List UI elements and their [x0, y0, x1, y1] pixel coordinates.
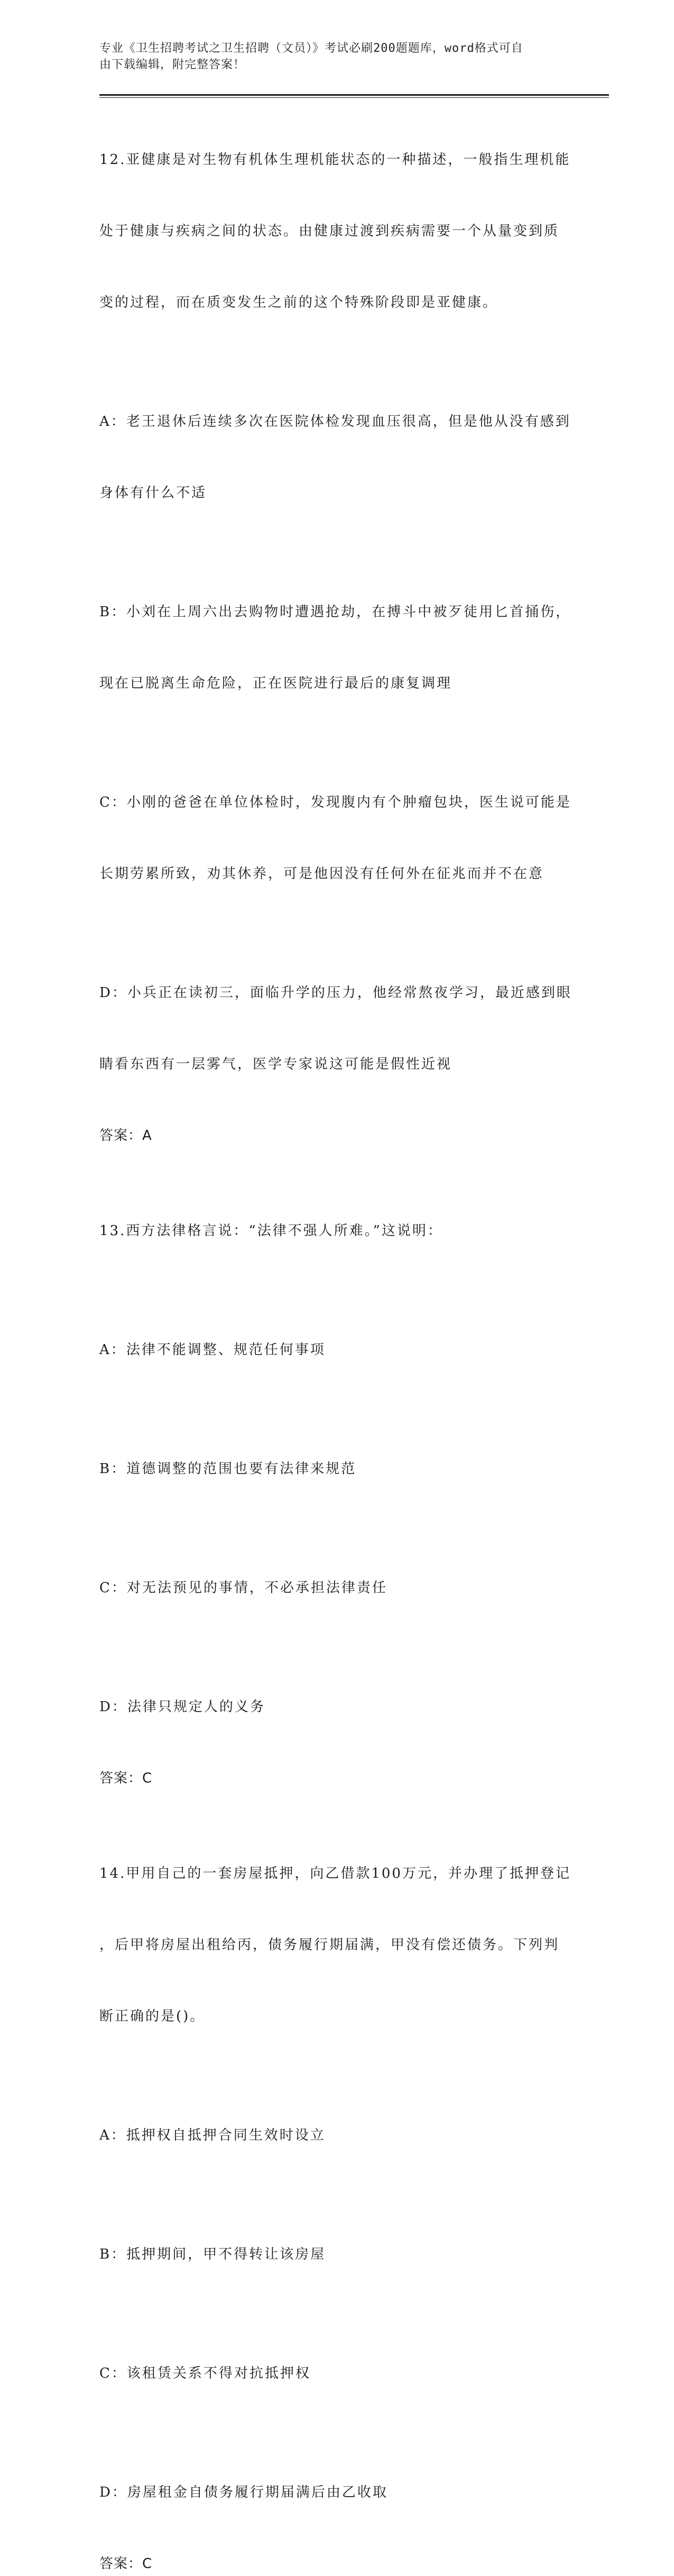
option-a: [99, 362, 575, 553]
question-12: [99, 101, 575, 1148]
answer-line: 答案：A: [99, 1128, 152, 1144]
question-14: [99, 1814, 575, 2576]
option-line: B：抵押期间，甲不得转让该房屋: [99, 2246, 326, 2262]
document-header: [99, 40, 575, 73]
option-d: [99, 934, 575, 1124]
option-line: C：该租赁关系不得对抗抵押权: [99, 2365, 311, 2381]
stem-line: 12.亚健康是对生物有机体生理机能状态的一种描述，一般指生理机能: [99, 152, 571, 168]
option-d: [99, 1648, 575, 1767]
option-line: A：老王退休后连续多次在医院体检发现血压很高，但是他从没有感到: [99, 414, 571, 430]
option-line: D：法律只规定人的义务: [99, 1699, 265, 1715]
option-line: A：抵押权自抵押合同生效时设立: [99, 2127, 326, 2143]
question-spacer: [99, 1148, 575, 1172]
stem-line: 13.西方法律格言说：“法律不强人所难。”这说明：: [99, 1223, 443, 1239]
stem-line: 处于健康与疾病之间的状态。由健康过渡到疾病需要一个从量变到质: [99, 223, 560, 239]
question-list: [99, 101, 575, 2576]
option-line: A：法律不能调整、规范任何事项: [99, 1342, 326, 1358]
question-stem: [99, 1172, 575, 1291]
header-line: 专业《卫生招聘考试之卫生招聘（文员）》考试必刷200题题库，word格式可自: [99, 42, 523, 55]
question-spacer: [99, 1791, 575, 1814]
option-line: D：小兵正在读初三，面临升学的压力，他经常熬夜学习，最近感到眼: [99, 985, 572, 1001]
question-13: [99, 1172, 575, 1791]
header-divider-thin: [99, 97, 609, 98]
option-a: [99, 1291, 575, 1410]
option-line: C：小刚的爸爸在单位体检时，发现腹内有个肿瘤包块，医生说可能是: [99, 794, 571, 810]
option-line: 现在已脱离生命危险，正在医院进行最后的康复调理: [99, 675, 453, 691]
stem-line: 断正确的是()。: [99, 2008, 206, 2024]
option-line: B：道德调整的范围也要有法律来规范: [99, 1461, 357, 1477]
option-line: C：对无法预见的事情，不必承担法律责任: [99, 1580, 387, 1596]
question-stem: [99, 101, 575, 362]
option-c: [99, 743, 575, 934]
stem-line: ，后甲将房屋出租给丙，债务履行期届满，甲没有偿还债务。下列判: [99, 1937, 560, 1953]
option-line: 睛看东西有一层雾气，医学专家说这可能是假性近视: [99, 1056, 453, 1072]
stem-line: 变的过程，而在质变发生之前的这个特殊阶段即是亚健康。: [99, 295, 498, 310]
stem-line: 14.甲用自己的一套房屋抵押，向乙借款100万元，并办理了抵押登记: [99, 1866, 571, 1881]
option-line: B：小刘在上周六出去购物时遭遇抢劫，在搏斗中被歹徒用匕首捅伤，: [99, 604, 571, 620]
option-c: [99, 1529, 575, 1648]
header-divider-thick: [99, 94, 609, 96]
option-b: [99, 1410, 575, 1529]
option-a: [99, 2076, 575, 2195]
option-line: D：房屋租金自债务履行期届满后由乙收取: [99, 2484, 388, 2500]
option-b: [99, 553, 575, 743]
header-line: 由下载编辑，附完整答案！: [99, 58, 246, 71]
option-line: 身体有什么不适: [99, 485, 207, 501]
option-line: 长期劳累所致，劝其休养，可是他因没有任何外在征兆而并不在意: [99, 866, 544, 882]
question-stem: [99, 1814, 575, 2076]
option-d: [99, 2433, 575, 2552]
option-c: [99, 2314, 575, 2433]
option-b: [99, 2195, 575, 2314]
answer-line: 答案：C: [99, 1770, 153, 1786]
answer-line: 答案：C: [99, 2556, 153, 2572]
